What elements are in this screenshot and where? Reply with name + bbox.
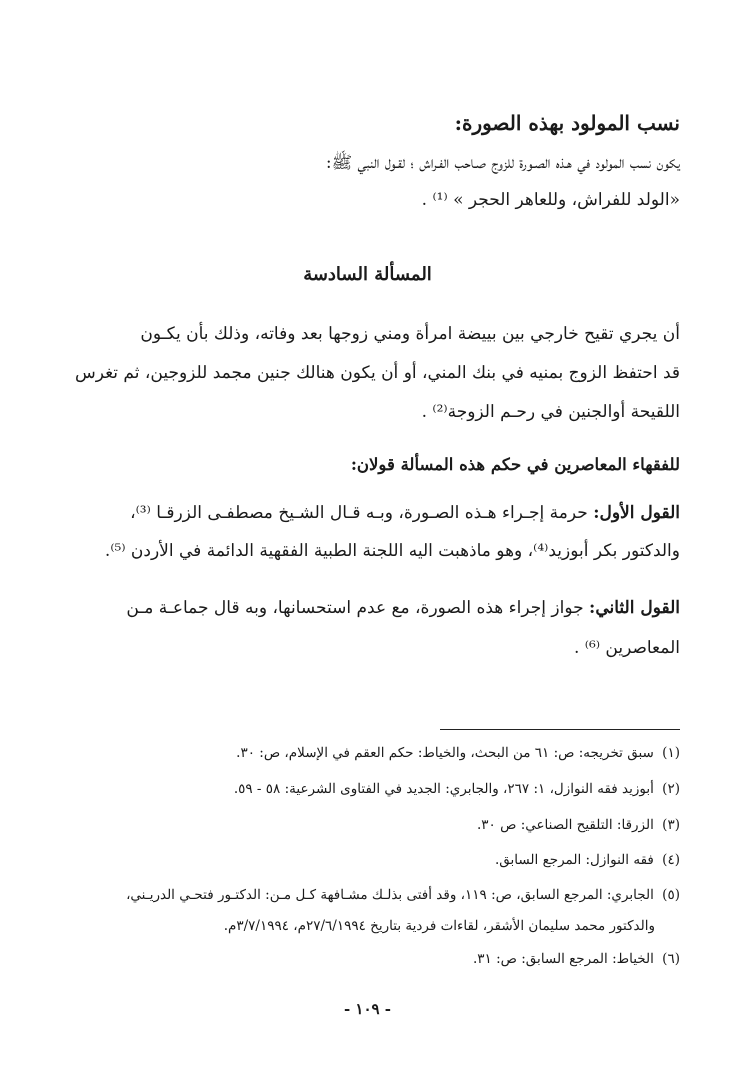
issue-paragraph-line-3: اللقيحة أوالجنين في رحـم الزوجة⁽²⁾ . bbox=[421, 402, 680, 422]
opinion-2-line-1 bbox=[55, 590, 680, 627]
lineage-heading: نسب المولود بهذه الصورة: bbox=[454, 111, 680, 135]
footnote-3 bbox=[55, 810, 680, 840]
footnote-text: والدكتور محمد سليمان الأشقر، لقاءات فردية بتاريخ ٢٧/٦/١٩٩٤م، ٣/٧/١٩٩٤م. bbox=[223, 918, 655, 934]
footnote-4 bbox=[55, 845, 680, 875]
opinion-2-text: جواز إجراء هذه الصورة، مع عدم استحسانها، وبه قال جماعـة مـن bbox=[126, 598, 584, 618]
footnote-text: سبق تخريجه: ص: ٦١ من البحث، والخياط: حكم العقم في الإسلام، ص: ٣٠. bbox=[236, 745, 654, 761]
jurists-heading: للفقهاء المعاصرين في حكم هذه المسألة قولان: bbox=[350, 455, 680, 474]
opinion-2-label: القول الثاني: bbox=[589, 598, 680, 618]
footnote-1 bbox=[55, 738, 680, 768]
issue-paragraph-line-1: أن يجري تقيح خارجي بين بييضة امرأة ومني زوجها بعد وفاته، وذلك بأن يكـون bbox=[140, 324, 680, 344]
footnote-text: الجابري: المرجع السابق، ص: ١١٩، وقد أفتى بذلـك مشـافهة كـل مـن: الدكتـور فتحـي الدريـني، bbox=[126, 887, 654, 903]
footnote-number: (٥) bbox=[662, 887, 680, 903]
lineage-paragraph-line-1: يكون نسب المولود في هـذه الصـورة للزوج صـاحب الفـراش ؛ لقـول النبي ﷺ: bbox=[325, 153, 680, 173]
opinion-1-label: القول الأول: bbox=[593, 503, 680, 523]
opinion-1-line-2: والدكتور بكر أبوزيد⁽⁴⁾، وهو ماذهبت اليه اللجنة الطبية الفقهية الدائمة في الأردن ⁽⁵⁾. bbox=[104, 541, 680, 561]
footnote-text: أبوزيد فقه النوازل، ١: ٢٦٧، والجابري: الجديد في الفتاوى الشرعية: ٥٨ - ٥٩. bbox=[233, 781, 654, 797]
footnote-number: (٣) bbox=[662, 817, 680, 833]
footnote-2 bbox=[55, 774, 680, 804]
page-number: - ١٠٩ - bbox=[343, 1000, 392, 1018]
footnote-number: (١) bbox=[662, 745, 680, 761]
opinion-1-text: حرمة إجـراء هـذه الصـورة، وبـه قـال الشـيخ مصطفـى الزرقـا ⁽³⁾، bbox=[130, 503, 588, 523]
footnote-text: الخياط: المرجع السابق: ص: ٣١. bbox=[472, 951, 654, 967]
opinion-1-line-1 bbox=[55, 495, 680, 532]
footnote-5 bbox=[55, 880, 680, 910]
footnote-text: الزرقا: التلقيح الصناعي: ص ٣٠. bbox=[476, 817, 654, 833]
opinion-2-line-2: المعاصرين ⁽⁶⁾ . bbox=[574, 638, 680, 658]
issue-paragraph-line-2: قد احتفظ الزوج بمنيه في بنك المني، أو أن يكون هنالك جنين مجمد للزوجين، ثم تغرس bbox=[74, 363, 680, 383]
issue-title: المسألة السادسة bbox=[303, 264, 432, 285]
footnote-5-continuation bbox=[55, 911, 655, 941]
footnote-6 bbox=[55, 944, 680, 974]
footnote-number: (٤) bbox=[662, 852, 680, 868]
footnote-divider bbox=[440, 729, 680, 730]
footnote-number: (٦) bbox=[662, 951, 680, 967]
lineage-paragraph-line-2: «الولد للفراش، وللعاهر الحجر » ⁽¹⁾ . bbox=[421, 190, 680, 210]
footnote-text: فقه النوازل: المرجع السابق. bbox=[494, 852, 654, 868]
footnote-number: (٢) bbox=[662, 781, 680, 797]
